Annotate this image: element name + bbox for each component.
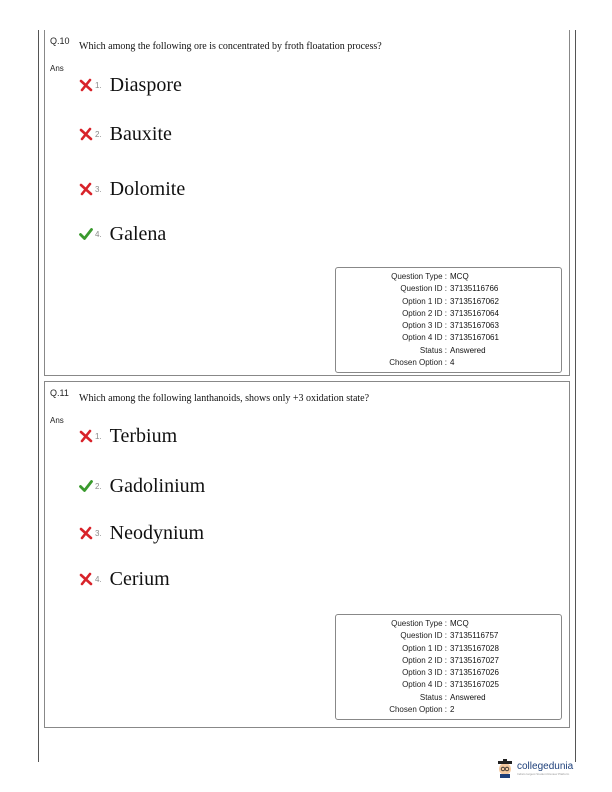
option-text: Gadolinium — [109, 474, 206, 497]
option-number: 1. — [95, 80, 102, 90]
info-value: 37135167028 — [450, 643, 499, 653]
mascot-icon — [495, 758, 515, 778]
info-value: 37135167026 — [450, 668, 499, 678]
option-number: 2. — [95, 481, 102, 491]
info-key: Option 3 ID : — [402, 321, 447, 331]
info-key: Option 2 ID : — [402, 655, 447, 665]
option-number: 3. — [95, 184, 102, 194]
option-text: Diaspore — [109, 73, 182, 96]
info-key: Status : — [419, 692, 447, 702]
option-text: Terbium — [109, 424, 178, 447]
info-row — [336, 345, 561, 357]
info-key: Option 4 ID : — [402, 680, 447, 690]
option-number: 1. — [95, 431, 102, 441]
question-block-q10 — [44, 30, 570, 376]
info-row — [336, 679, 561, 691]
info-key: Chosen Option : — [389, 358, 447, 368]
info-row — [336, 283, 561, 295]
info-row — [336, 618, 561, 630]
info-value: 37135167064 — [450, 308, 499, 318]
info-key: Option 3 ID : — [402, 668, 447, 678]
option-number: 3. — [95, 528, 102, 538]
info-row — [336, 357, 561, 369]
info-row — [336, 296, 561, 308]
option-number: 4. — [95, 574, 102, 584]
info-key: Option 1 ID : — [402, 643, 447, 653]
option-2 — [79, 473, 205, 499]
info-value: 37135167061 — [450, 333, 499, 343]
option-text: Galena — [109, 222, 167, 245]
option-1 — [79, 423, 177, 449]
option-3 — [79, 176, 185, 202]
option-number: 2. — [95, 129, 102, 139]
info-value: Answered — [450, 692, 486, 702]
info-row — [336, 320, 561, 332]
info-key: Question Type : — [391, 619, 447, 628]
info-key: Question Type : — [391, 272, 447, 281]
info-key: Status : — [419, 345, 447, 355]
red-cross-icon — [79, 572, 93, 586]
red-cross-icon — [79, 526, 93, 540]
info-row — [336, 667, 561, 679]
info-row — [336, 332, 561, 344]
page-border-right — [575, 30, 576, 762]
question-block-q11 — [44, 381, 570, 728]
info-row — [336, 271, 561, 283]
answer-label: Ans — [50, 64, 64, 73]
option-text: Neodynium — [109, 521, 205, 544]
question-number: Q.10 — [50, 36, 70, 46]
info-value: 37135167062 — [450, 296, 499, 306]
info-value: 37135167063 — [450, 321, 499, 331]
green-check-icon — [79, 227, 93, 241]
info-value: MCQ — [450, 272, 469, 281]
option-3 — [79, 520, 204, 546]
info-key: Question ID : — [400, 631, 447, 641]
red-cross-icon — [79, 127, 93, 141]
info-value: MCQ — [450, 619, 469, 628]
info-value: 37135167025 — [450, 680, 499, 690]
option-2 — [79, 121, 172, 147]
option-1 — [79, 72, 182, 98]
info-row — [336, 643, 561, 655]
info-row — [336, 308, 561, 320]
info-key: Chosen Option : — [389, 705, 447, 715]
info-key: Question ID : — [400, 284, 447, 294]
answer-label: Ans — [50, 416, 64, 425]
info-row — [336, 692, 561, 704]
red-cross-icon — [79, 78, 93, 92]
red-cross-icon — [79, 429, 93, 443]
logo-tagline: India's largest Student Review Platform — [517, 771, 570, 776]
page-border-left — [38, 30, 39, 762]
question-number: Q.11 — [50, 388, 69, 398]
question-text: Which among the following lanthanoids, shows only +3 oxidation state? — [79, 393, 370, 404]
question-info-box — [335, 614, 562, 720]
collegedunia-logo — [495, 758, 573, 778]
option-number: 4. — [95, 229, 102, 239]
option-4 — [79, 221, 166, 247]
info-row — [336, 630, 561, 642]
question-info-box — [335, 267, 562, 373]
info-value: 4 — [450, 358, 455, 368]
info-value: 2 — [450, 705, 455, 715]
option-text: Dolomite — [109, 177, 186, 200]
info-row — [336, 655, 561, 667]
info-value: 37135116766 — [450, 284, 499, 294]
logo-name: collegedunia — [517, 760, 574, 772]
info-value: Answered — [450, 345, 486, 355]
info-value: 37135116757 — [450, 631, 499, 641]
info-key: Option 2 ID : — [402, 308, 447, 318]
red-cross-icon — [79, 182, 93, 196]
info-key: Option 1 ID : — [402, 296, 447, 306]
option-text: Cerium — [109, 567, 170, 590]
info-key: Option 4 ID : — [402, 333, 447, 343]
option-text: Bauxite — [109, 122, 172, 145]
option-4 — [79, 566, 170, 592]
green-check-icon — [79, 479, 93, 493]
info-row — [336, 704, 561, 716]
question-text: Which among the following ore is concentrated by froth floatation process? — [79, 41, 382, 52]
info-value: 37135167027 — [450, 655, 499, 665]
